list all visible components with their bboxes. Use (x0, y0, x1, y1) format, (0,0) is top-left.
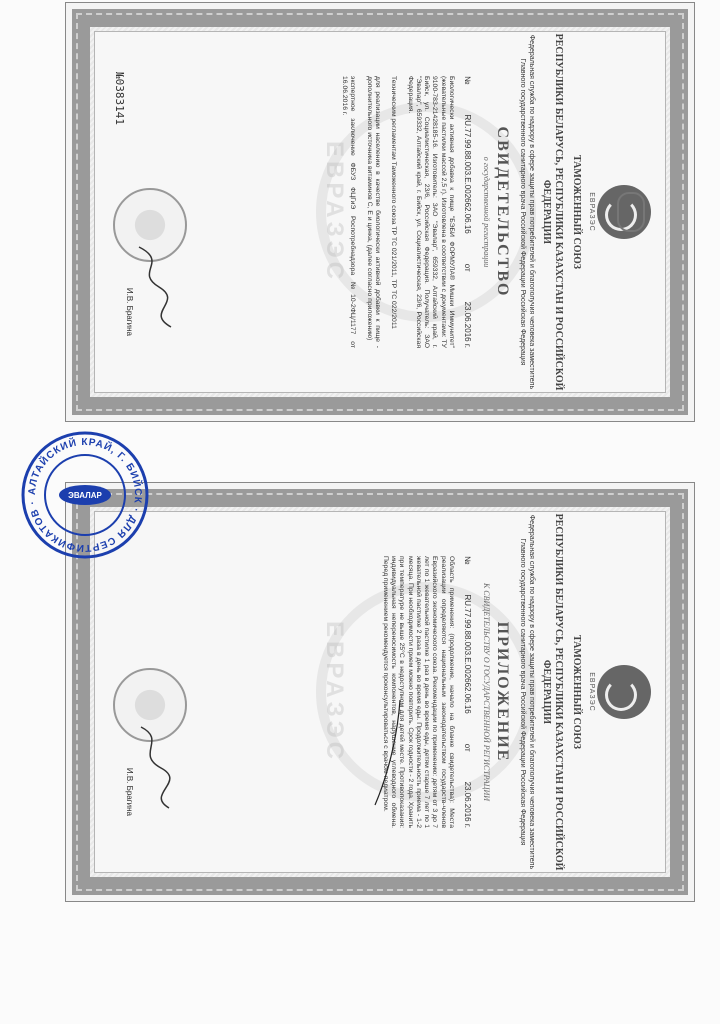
date-label: от (463, 743, 472, 752)
registration-date: 23.06.2016 г. (463, 781, 472, 828)
purpose-text: для реализации населению в качестве биологически активной добавки к пище - дополнительного источника витаминов С, Е и цинка, (далее согласно приложению) (365, 76, 381, 348)
pen-stroke-icon (370, 700, 410, 810)
registration-number-line (463, 556, 472, 828)
company-stamp-icon (18, 428, 152, 562)
certificate-inner (94, 511, 666, 873)
logo-caption: ЕВРАЗЭС (588, 672, 595, 712)
document-title: СВИДЕТЕЛЬСТВО (494, 126, 511, 298)
date-label: от (463, 263, 472, 272)
compliance-text: Техническим регламентам Таможенного союза ТР ТС 021/2011, ТР ТС 022/2011 (390, 76, 398, 329)
signature-icon (129, 722, 179, 812)
appendix-text: Область применения: (продолжение, начало на бланке свидетельства): Места реализации определяются национальным законодательством государств-членов Евразийского экономического союза. Рекомендации по применению: детям от 3 до 7 лет по 1 жевательной пастилке 1 раз в день во время еды, детям старше 7 лет по 1 жевательной пастилке 2 раза в день во время еды. Продолжительность приема - 1-2 месяца. При необходимости прием можно повторить. Срок годности - 2 года. Хранить при температуре не выше 25°С в недоступном для детей месте. Противопоказания: индивидуальная непереносимость компонентов, нарушение углеводного обмена. Перед применением рекомендуется проконсультироваться с врачом-педиатром. (381, 556, 455, 828)
watermark-text: ЕВРАЗЭС (321, 620, 349, 764)
union-countries: РЕСПУБЛИКИ БЕЛАРУСЬ, РЕСПУБЛИКИ КАЗАХСТАН И РОССИЙСКОЙ ФЕДЕРАЦИИ (541, 33, 564, 391)
blank-number: №0383141 (113, 72, 126, 125)
registration-certificate (65, 2, 695, 422)
registration-number-line (463, 76, 472, 348)
document-subtitle: К СВИДЕТЕЛЬСТВУ О ГОСУДАРСТВЕННОЙ РЕГИСТРАЦИИ (482, 582, 491, 802)
ornamental-frame (72, 9, 688, 415)
document-subtitle: о государственной регистрации (482, 156, 491, 268)
ornamental-frame (72, 489, 688, 895)
document-title: ПРИЛОЖЕНИЕ (494, 621, 511, 763)
cs-mark-icon (617, 192, 645, 232)
issuing-agency: Федеральная служба по надзору в сфере защиты прав потребителей и благополучия человека заместитель Главного государственного санитарного врача Российской Федерации Российская Федерация (519, 514, 535, 870)
signer-name: И.В. Брагина (125, 767, 134, 816)
number-label: № (463, 556, 472, 565)
registration-number: RU.77.99.88.003.E.002662.06.16 (463, 594, 472, 714)
number-label: № (463, 76, 472, 85)
logo-caption: ЕВРАЗЭС (588, 192, 595, 232)
certificate-appendix (65, 482, 695, 902)
certificate-header (518, 512, 651, 872)
company-stamp (18, 428, 152, 562)
registration-date: 23.06.2016 г. (463, 301, 472, 348)
union-countries: РЕСПУБЛИКИ БЕЛАРУСЬ, РЕСПУБЛИКИ КАЗАХСТАН И РОССИЙСКОЙ ФЕДЕРАЦИИ (541, 513, 564, 871)
expertise-text: экспертное заключение ФБУЗ ФЦГиЭ Роспотребнадзора №10-2ФЦ/1177 от 16.06.2016 г. (341, 76, 357, 348)
union-title: ТАМОЖЕННЫЙ СОЮЗ (571, 634, 582, 750)
issuing-agency: Федеральная служба по надзору в сфере защиты прав потребителей и благополучия человека заместитель Главного государственного санитарного врача Российской Федерации Российская Федерация (519, 34, 535, 390)
stamp-ring-text: АЛТАЙСКИЙ КРАЙ, Г. БИЙСК · ДЛЯ СЕРТИФИКАТОВ · (26, 436, 144, 554)
watermark-text: ЕВРАЗЭС (321, 140, 349, 284)
registration-number: RU.77.99.88.003.E.002662.06.16 (463, 114, 472, 234)
union-title: ТАМОЖЕННЫЙ СОЮЗ (571, 154, 582, 270)
certificate-inner (94, 31, 666, 393)
signer-name: И.В. Брагина (125, 287, 134, 336)
signature-icon (129, 242, 179, 332)
stamp-center-text: ЭВАЛАР (68, 491, 102, 500)
eurasec-logo-icon (597, 665, 651, 719)
product-description: Биологически активная добавка к пище "БЭБИ ФОРМУЛА® Мишки Иммунитет" (жевательные пастилки массой 2,5 г). Изготовлена в соответствии с документами: ТУ 9100-783-21428185-16. Изготовитель: ЗАО "Эвалар", 659332, Алтайский край, г. Бийск, ул. Социалистическая, 23/6, Российская Федерация. Получатель: ЗАО "Эвалар", 659332, Алтайский край, г. Бийск, ул. Социалистическая, 23/6, Российская Федерация. (406, 76, 455, 348)
